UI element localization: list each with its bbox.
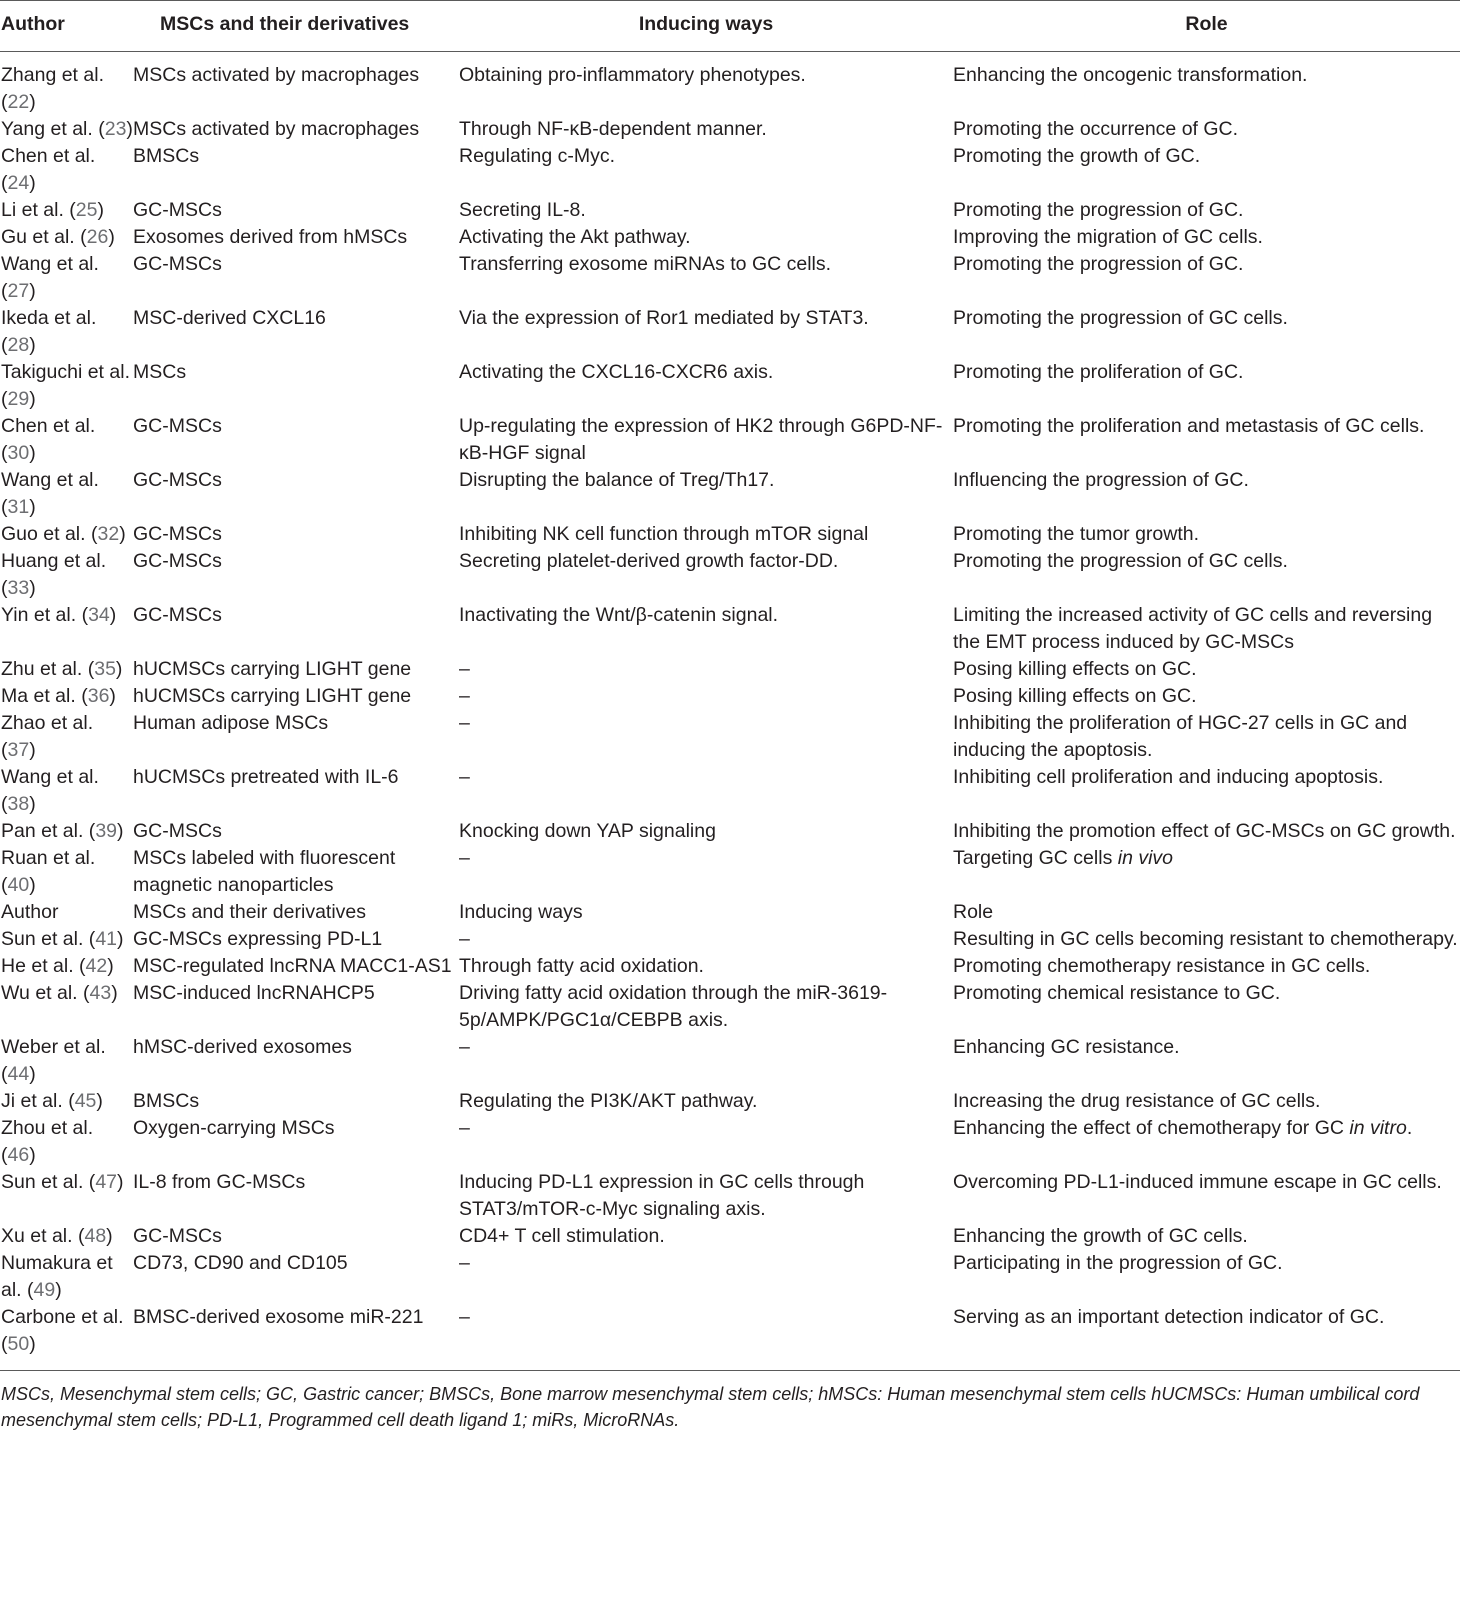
- cell-role: [953, 143, 1460, 197]
- role-text: Role: [953, 901, 994, 923]
- table-row: [0, 224, 1460, 251]
- role-text: Inhibiting the proliferation of HGC-27 cells in GC and inducing the apoptosis.: [953, 712, 1408, 761]
- cell-inducing: –: [459, 685, 470, 707]
- role-text: Inhibiting cell proliferation and inducing apoptosis.: [953, 766, 1384, 788]
- cell-author: Ji et al. (45): [1, 1090, 103, 1112]
- role-text: Limiting the increased activity of GC cells and reversing the EMT process induced by GC-MSCs: [953, 604, 1433, 653]
- cell-inducing: Regulating c-Myc.: [459, 145, 616, 167]
- role-text: Enhancing the oncogenic transformation.: [953, 64, 1308, 86]
- role-text: Promoting the occurrence of GC.: [953, 118, 1239, 140]
- table-row: [0, 116, 1460, 143]
- reference-link[interactable]: 22: [7, 91, 30, 113]
- role-text: Posing killing effects on GC.: [953, 658, 1197, 680]
- cell-msc: CD73, CD90 and CD105: [133, 1252, 348, 1274]
- header-role: Role: [953, 1, 1460, 52]
- reference-link[interactable]: 39: [95, 820, 118, 842]
- author-name: Gu et al.: [1, 226, 75, 248]
- table-row: [0, 251, 1460, 305]
- cell-inducing: Knocking down YAP signaling: [459, 820, 716, 842]
- author-name: Ikeda et al.: [1, 307, 97, 329]
- cell-msc: MSCs: [133, 361, 187, 383]
- reference-link[interactable]: 27: [7, 280, 30, 302]
- table-row: [0, 845, 1460, 899]
- reference-link[interactable]: 40: [7, 874, 30, 896]
- cell-inducing: Driving fatty acid oxidation through the miR-3619-5p/AMPK/PGC1α/CEBPB axis.: [459, 982, 888, 1031]
- table-row: [0, 1088, 1460, 1115]
- cell-role: [953, 305, 1460, 359]
- author-name: Sun et al.: [1, 1171, 84, 1193]
- cell-inducing: Regulating the PI3K/AKT pathway.: [459, 1090, 758, 1112]
- cell-inducing: Activating the Akt pathway.: [459, 226, 691, 248]
- cell-author: Wu et al. (43): [1, 982, 118, 1004]
- cell-inducing: Inactivating the Wnt/β-catenin signal.: [459, 604, 779, 626]
- cell-msc: GC-MSCs: [133, 1225, 222, 1247]
- cell-role: [953, 1169, 1460, 1223]
- cell-msc: GC-MSCs: [133, 604, 222, 626]
- table-row: [0, 710, 1460, 764]
- table-row: [0, 602, 1460, 656]
- cell-inducing: Activating the CXCL16-CXCR6 axis.: [459, 361, 774, 383]
- cell-role: [953, 1115, 1460, 1169]
- table-row: [0, 1034, 1460, 1088]
- cell-inducing: Inducing PD-L1 expression in GC cells through STAT3/mTOR-c-Myc signaling axis.: [459, 1171, 865, 1220]
- reference-link[interactable]: 42: [85, 955, 108, 977]
- header-inducing-ways: Inducing ways: [459, 1, 953, 52]
- cell-role: [953, 1304, 1460, 1358]
- cell-msc: GC-MSCs: [133, 253, 222, 275]
- author-name: Carbone et al.: [1, 1306, 124, 1328]
- cell-msc: BMSCs: [133, 145, 200, 167]
- role-text: Resulting in GC cells becoming resistant to chemotherapy.: [953, 928, 1458, 950]
- table-row: [0, 953, 1460, 980]
- cell-author: Zhu et al. (35): [1, 658, 123, 680]
- author-name: Sun et al.: [1, 928, 84, 950]
- cell-author: Chen et al. (30): [1, 415, 96, 464]
- cell-inducing: –: [459, 1036, 470, 1058]
- reference-link[interactable]: 47: [95, 1171, 118, 1193]
- table-row: [0, 1169, 1460, 1223]
- reference-link[interactable]: 32: [97, 523, 120, 545]
- cell-msc: GC-MSCs expressing PD-L1: [133, 928, 383, 950]
- table-row: [0, 413, 1460, 467]
- table-row: [0, 359, 1460, 413]
- cell-role: [953, 764, 1460, 818]
- role-text: Overcoming PD-L1-induced immune escape in GC cells.: [953, 1171, 1442, 1193]
- role-text: Improving the migration of GC cells.: [953, 226, 1263, 248]
- cell-author: Chen et al. (24): [1, 145, 96, 194]
- role-text: Promoting the proliferation and metastasis of GC cells.: [953, 415, 1425, 437]
- cell-author: Wang et al. (27): [1, 253, 99, 302]
- role-text: Enhancing the growth of GC cells.: [953, 1225, 1248, 1247]
- cell-inducing: –: [459, 1306, 470, 1328]
- role-text: Increasing the drug resistance of GC cells.: [953, 1090, 1321, 1112]
- cell-author: Gu et al. (26): [1, 226, 115, 248]
- cell-msc: MSCs activated by macrophages: [133, 64, 420, 86]
- cell-author: Carbone et al. (50): [1, 1306, 124, 1355]
- reference-link[interactable]: 43: [89, 982, 112, 1004]
- table-row: [0, 926, 1460, 953]
- reference-link[interactable]: 48: [84, 1225, 107, 1247]
- table-row: [0, 143, 1460, 197]
- cell-author: Xu et al. (48): [1, 1225, 113, 1247]
- cell-inducing: Secreting platelet-derived growth factor-DD.: [459, 550, 839, 572]
- author-name: Wang et al.: [1, 253, 99, 275]
- cell-role: [953, 1088, 1460, 1115]
- cell-role: [953, 980, 1460, 1034]
- role-text: Influencing the progression of GC.: [953, 469, 1249, 491]
- role-suffix: .: [1406, 1117, 1413, 1139]
- cell-author: Wang et al. (38): [1, 766, 99, 815]
- role-text: Promoting the progression of GC.: [953, 199, 1244, 221]
- cell-author: Wang et al. (31): [1, 469, 99, 518]
- reference-link[interactable]: 38: [7, 793, 30, 815]
- cell-role: [953, 683, 1460, 710]
- cell-author: Zhao et al. (37): [1, 712, 94, 761]
- cell-author: Guo et al. (32): [1, 523, 126, 545]
- cell-inducing: –: [459, 658, 470, 680]
- role-text: Enhancing GC resistance.: [953, 1036, 1180, 1058]
- author-name: Weber et al.: [1, 1036, 106, 1058]
- table-row: [0, 1304, 1460, 1358]
- reference-link[interactable]: 30: [7, 442, 30, 464]
- reference-link[interactable]: 28: [7, 334, 30, 356]
- table-row: [0, 980, 1460, 1034]
- cell-inducing: Disrupting the balance of Treg/Th17.: [459, 469, 775, 491]
- author-name: He et al.: [1, 955, 74, 977]
- cell-author: [0, 899, 133, 926]
- author-name: Yin et al.: [1, 604, 77, 626]
- cell-msc: MSC-regulated lncRNA MACC1-AS1: [133, 955, 452, 977]
- author-name: Chen et al.: [1, 145, 96, 167]
- cell-author: Weber et al. (44): [1, 1036, 106, 1085]
- cell-role: [953, 656, 1460, 683]
- table-row: [0, 548, 1460, 602]
- cell-inducing: CD4+ T cell stimulation.: [459, 1225, 665, 1247]
- reference-link[interactable]: 31: [7, 496, 30, 518]
- reference-link[interactable]: 37: [7, 739, 30, 761]
- role-italic: in vitro: [1349, 1117, 1407, 1139]
- cell-author: Li et al. (25): [1, 199, 104, 221]
- reference-link[interactable]: 36: [87, 685, 110, 707]
- reference-link[interactable]: 44: [7, 1063, 30, 1085]
- cell-role: [953, 467, 1460, 521]
- author-name: Zhou et al.: [1, 1117, 94, 1139]
- author-name: Wang et al.: [1, 469, 99, 491]
- cell-author: Zhang et al. (22): [1, 64, 104, 113]
- cell-msc: BMSCs: [133, 1090, 200, 1112]
- cell-msc: Oxygen-carrying MSCs: [133, 1117, 335, 1139]
- cell-msc: MSCs and their derivatives: [133, 901, 367, 923]
- cell-author: Yang et al. (23): [1, 118, 133, 140]
- cell-author: Sun et al. (47): [1, 1171, 124, 1193]
- table-row: [0, 521, 1460, 548]
- table-footnote: MSCs, Mesenchymal stem cells; GC, Gastric cancer; BMSCs, Bone marrow mesenchymal stem cells; hMSCs: Human mesenchymal stem cells hUCMSCs: Human umbilical cord mesenchymal stem cells; PD-L1, Programmed cell death ligand 1; miRs, MicroRNAs.: [0, 1370, 1460, 1433]
- table-row: [0, 1250, 1460, 1304]
- author-name: Huang et al.: [1, 550, 107, 572]
- table-row: [0, 764, 1460, 818]
- cell-author: Numakura et al. (49): [1, 1252, 113, 1301]
- reference-link[interactable]: 45: [74, 1090, 97, 1112]
- role-text: Promoting chemotherapy resistance in GC cells.: [953, 955, 1371, 977]
- cell-author: Ruan et al. (40): [1, 847, 96, 896]
- cell-msc: hUCMSCs carrying LIGHT gene: [133, 658, 412, 680]
- cell-inducing: –: [459, 928, 470, 950]
- role-text: Promoting the tumor growth.: [953, 523, 1200, 545]
- reference-link[interactable]: 26: [86, 226, 109, 248]
- cell-role: [953, 818, 1460, 845]
- cell-author: Sun et al. (41): [1, 928, 124, 950]
- author-name: Zhao et al.: [1, 712, 94, 734]
- cell-inducing: Through fatty acid oxidation.: [459, 955, 704, 977]
- cell-role: [953, 1250, 1460, 1304]
- author-name: Ji et al.: [1, 1090, 63, 1112]
- role-text: Serving as an important detection indicator of GC.: [953, 1306, 1385, 1328]
- table-row: [0, 656, 1460, 683]
- cell-role: [953, 52, 1460, 117]
- cell-role: [953, 224, 1460, 251]
- role-text: Promoting the proliferation of GC.: [953, 361, 1244, 383]
- cell-inducing: Obtaining pro-inflammatory phenotypes.: [459, 64, 806, 86]
- cell-role: [953, 845, 1460, 899]
- cell-author: Huang et al. (33): [1, 550, 107, 599]
- table-row: [0, 305, 1460, 359]
- role-italic: in vivo: [1117, 847, 1174, 869]
- author-name: Zhu et al.: [1, 658, 83, 680]
- author-name: Guo et al.: [1, 523, 86, 545]
- role-text: Enhancing the effect of chemotherapy for GC: [953, 1117, 1344, 1139]
- author-name: Wu et al.: [1, 982, 78, 1004]
- cell-msc: GC-MSCs: [133, 469, 222, 491]
- cell-inducing: –: [459, 712, 470, 734]
- cell-role: [953, 116, 1460, 143]
- table-row: [0, 899, 1460, 926]
- table-row: [0, 818, 1460, 845]
- cell-role: [953, 413, 1460, 467]
- cell-msc: IL-8 from GC-MSCs: [133, 1171, 306, 1193]
- cell-role: [953, 899, 1460, 926]
- role-text: Promoting the progression of GC cells.: [953, 307, 1288, 329]
- cell-author: Ikeda et al. (28): [1, 307, 97, 356]
- cell-role: [953, 197, 1460, 224]
- cell-role: [953, 602, 1460, 656]
- cell-msc: Exosomes derived from hMSCs: [133, 226, 408, 248]
- role-text: Promoting chemical resistance to GC.: [953, 982, 1281, 1004]
- reference-link[interactable]: 50: [7, 1333, 30, 1355]
- reference-link[interactable]: 46: [7, 1144, 30, 1166]
- author-name: Yang et al.: [1, 118, 93, 140]
- reference-link[interactable]: 34: [88, 604, 110, 626]
- cell-msc: MSCs activated by macrophages: [133, 118, 420, 140]
- cell-inducing: –: [459, 847, 470, 869]
- cell-inducing: –: [459, 1117, 470, 1139]
- cell-msc: GC-MSCs: [133, 199, 222, 221]
- reference-link[interactable]: 25: [75, 199, 98, 221]
- reference-link[interactable]: 33: [7, 577, 30, 599]
- author-name: Li et al.: [1, 199, 64, 221]
- cell-author: Yin et al. (34): [1, 604, 117, 626]
- role-text: Inhibiting the promotion effect of GC-MSCs on GC growth.: [953, 820, 1456, 842]
- role-text: Promoting the progression of GC.: [953, 253, 1244, 275]
- role-text: Targeting GC cells: [953, 847, 1113, 869]
- cell-msc: MSCs labeled with fluorescent magnetic nanoparticles: [133, 847, 396, 896]
- cell-role: [953, 1223, 1460, 1250]
- author-name: Author: [1, 901, 59, 923]
- author-name: Xu et al.: [1, 1225, 73, 1247]
- author-name: Ruan et al.: [1, 847, 96, 869]
- author-name: Numakura et al.: [1, 1252, 113, 1301]
- table-row: [0, 1115, 1460, 1169]
- cell-inducing: –: [459, 766, 470, 788]
- cell-role: [953, 359, 1460, 413]
- author-name: Takiguchi et al.: [1, 361, 130, 383]
- cell-role: [953, 710, 1460, 764]
- table-header-row: [0, 1, 1460, 52]
- reference-link[interactable]: 41: [95, 928, 118, 950]
- table-body: [0, 52, 1460, 1359]
- cell-msc: hUCMSCs carrying LIGHT gene: [133, 685, 412, 707]
- cell-inducing: Up-regulating the expression of HK2 through G6PD-NF-κB-HGF signal: [459, 415, 943, 464]
- table-row: [0, 683, 1460, 710]
- header-author: Author: [0, 1, 133, 52]
- author-name: Chen et al.: [1, 415, 96, 437]
- cell-inducing: Through NF-κB-dependent manner.: [459, 118, 767, 140]
- role-text: Posing killing effects on GC.: [953, 685, 1197, 707]
- cell-msc: GC-MSCs: [133, 523, 222, 545]
- author-name: Pan et al.: [1, 820, 84, 842]
- cell-msc: MSC-induced lncRNAHCP5: [133, 982, 375, 1004]
- role-text: Promoting the progression of GC cells.: [953, 550, 1288, 572]
- cell-inducing: Transferring exosome miRNAs to GC cells.: [459, 253, 832, 275]
- cell-msc: hUCMSCs pretreated with IL-6: [133, 766, 399, 788]
- reference-link[interactable]: 24: [7, 172, 30, 194]
- cell-msc: BMSC-derived exosome miR-221: [133, 1306, 424, 1328]
- cell-author: He et al. (42): [1, 955, 114, 977]
- cell-author: Takiguchi et al. (29): [1, 361, 130, 410]
- cell-msc: MSC-derived CXCL16: [133, 307, 326, 329]
- cell-role: [953, 251, 1460, 305]
- cell-inducing: –: [459, 1252, 470, 1274]
- cell-role: [953, 548, 1460, 602]
- cell-inducing: Via the expression of Ror1 mediated by STAT3.: [459, 307, 869, 329]
- cell-author: Pan et al. (39): [1, 820, 124, 842]
- table-row: [0, 1223, 1460, 1250]
- cell-msc: GC-MSCs: [133, 550, 222, 572]
- author-name: Ma et al.: [1, 685, 76, 707]
- header-mscs: MSCs and their derivatives: [133, 1, 459, 52]
- cell-inducing: Inhibiting NK cell function through mTOR signal: [459, 523, 869, 545]
- role-text: Participating in the progression of GC.: [953, 1252, 1283, 1274]
- table-row: [0, 197, 1460, 224]
- cell-role: [953, 926, 1460, 953]
- cell-msc: GC-MSCs: [133, 820, 222, 842]
- cell-role: [953, 521, 1460, 548]
- reference-link[interactable]: 23: [104, 118, 127, 140]
- cell-inducing: Secreting IL-8.: [459, 199, 586, 221]
- role-text: Promoting the growth of GC.: [953, 145, 1201, 167]
- cell-msc: Human adipose MSCs: [133, 712, 329, 734]
- reference-link[interactable]: 29: [7, 388, 30, 410]
- cell-author: Ma et al. (36): [1, 685, 116, 707]
- cell-msc: hMSC-derived exosomes: [133, 1036, 352, 1058]
- cell-role: [953, 953, 1460, 980]
- cell-inducing: Inducing ways: [459, 901, 583, 923]
- table-row: [0, 52, 1460, 117]
- cell-role: [953, 1034, 1460, 1088]
- cell-msc: GC-MSCs: [133, 415, 222, 437]
- cell-author: Zhou et al. (46): [1, 1117, 94, 1166]
- author-name: Zhang et al.: [1, 64, 104, 86]
- reference-link[interactable]: 35: [94, 658, 116, 680]
- reference-link[interactable]: 49: [33, 1279, 56, 1301]
- table-row: [0, 467, 1460, 521]
- author-name: Wang et al.: [1, 766, 99, 788]
